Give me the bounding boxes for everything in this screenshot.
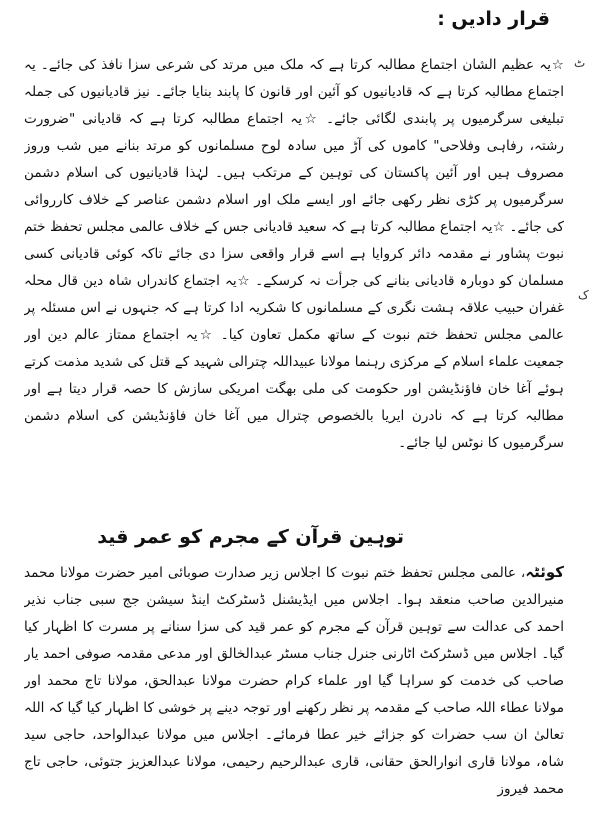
margin-mark: ک bbox=[578, 288, 589, 302]
quran-text: عالمی مجلس تحفظ ختم نبوت کا اجلاس زیر صدارت صوبائی امیر حضرت مولانا محمد منیرالدین صاحب منعقد ہوا۔ اجلاس میں ایڈیشنل ڈسٹرکٹ اینڈ سیشن جج سبی جناب نذیر احمد کی عدالت سے توہین قرآن کے مجرم کو عمر قید کی سزا سنانے پر مسرت کا اظہار کیا گیا۔ اجلاس میں ڈسٹرکٹ اٹارنی جنرل جناب مسٹر عبدالخالق اور مدعی مقدمہ صوفی احمد یار صاحب کی خدمت کو سراہا گیا اور علماء کرام حضرت مولانا عبدالحق، مولانا تاج محمد اور مولانا عطاء اللہ صاحب کے مقدمہ پر نظر رکھنے اور توجہ دینے پر خوشی کا اظہار کیا گیا کہ اللہ تعالیٰ ان سب حضرات کو جزائے خیر عطا فرمائے۔ اجلاس میں مولانا عبدالواحد، حاجی سید شاہ، مولانا قاری انوارالحق حقانی، قاری عبدالرحیم رحیمی، مولانا عبدالعزیز جتوئی، حاجی تاج محمد فیروز bbox=[24, 565, 564, 797]
section-heading-quran-sentence: توہین قرآن کے مجرم کو عمر قید bbox=[97, 526, 404, 548]
resolutions-paragraph bbox=[24, 52, 564, 498]
margin-mark: ٹ bbox=[574, 56, 586, 70]
quran-paragraph: کوئٹہ، عالمی مجلس تحفظ ختم نبوت کا اجلاس زیر صدارت صوبائی امیر حضرت مولانا محمد منیرالدین صاحب منعقد ہوا۔ اجلاس میں ایڈیشنل ڈسٹرکٹ اینڈ سیشن جج سبی جناب نذیر احمد کی عدالت سے توہین قرآن کے مجرم کو عمر قید کی سزا سنانے پر مسرت کا اظہار کیا گیا۔ اجلاس میں ڈسٹرکٹ اٹارنی جنرل جناب مسٹر عبدالخالق اور مدعی مقدمہ صوفی احمد یار صاحب کی خدمت کو سراہا گیا اور علماء کرام حضرت مولانا عبدالحق، مولانا تاج محمد اور مولانا عطاء اللہ صاحب کے مقدمہ پر نظر رکھنے اور توجہ دینے پر خوشی کا اظہار کیا گیا کہ اللہ تعالیٰ ان سب حضرات کو جزائے خیر عطا فرمائے۔ اجلاس میں مولانا عبدالواحد، حاجی سید شاہ، مولانا قاری انوارالحق حقانی، قاری عبدالرحیم رحیمی، مولانا عبدالعزیز جتوئی، حاجی تاج محمد فیروز bbox=[24, 563, 564, 797]
section-heading-resolutions: قرار دادیں : bbox=[437, 8, 550, 30]
dateline: کوئٹہ bbox=[525, 563, 564, 581]
resolutions-text: ☆یہ عظیم الشان اجتماع مطالبہ کرتا ہے کہ ملک میں مرتد کی شرعی سزا نافذ کی جائے۔ یہ اجتماع مطالبہ کرتا ہے کہ قادیانیوں کو آئین اور قانون کا پابند بنایا جائے۔ نیز قادیانیوں کی جملہ تبلیغی سرگرمیوں پر پابندی لگائی جائے۔ ☆یہ اجتماع مطالبہ کرتا ہے کہ قادیانی "ضرورت رشتہ، رفاہی وفلاحی" کاموں کی آڑ میں سادہ لوح مسلمانوں کو مرتد بنانے میں شب وروز مصروف ہیں اور آئین پاکستان کی توہین کے مرتکب ہیں۔ لہٰذا قادیانیوں کی اسلام دشمن سرگرمیوں پر کڑی نظر رکھی جائے اور ایسے ملک اور اسلام دشمن عناصر کے خلاف کارروائی کی جائے۔ ☆یہ اجتماع مطالبہ کرتا ہے کہ سعید قادیانی جس کے خلاف عالمی مجلس تحفظ ختم نبوت پشاور نے مقدمہ دائر کروایا ہے اسے قرار واقعی سزا دی جائے تاکہ کوئی قادیانی کسی مسلمان کو دوبارہ قادیانی بنانے کی جرأت نہ کرسکے۔ ☆یہ اجتماع کاندراں شاہ دین قال محلہ غفران حبیب علاقہ ہشت نگری کے مسلمانوں کا شکریہ ادا کرتا ہے کہ جنہوں نے اس مسئلہ پر عالمی مجلس تحفظ ختم نبوت کے ساتھ مکمل تعاون کیا۔ ☆یہ اجتماع ممتاز عالم دین اور جمعیت علماء اسلام کے مرکزی رہنما مولانا عبیداللہ چترالی شہید کے قتل کی شدید مذمت کرتے ہوئے آغا خان فاؤنڈیشن اور حکومت کی ملی بھگت امریکی سازش کا حصہ قرار دیتا ہے اور مطالبہ کرتا ہے کہ نادرن ایریا بالخصوص چترال میں آغا خان فاؤنڈیشن کی اسلام دشمن سرگرمیوں کا نوٹس لیا جائے۔ bbox=[24, 57, 564, 451]
